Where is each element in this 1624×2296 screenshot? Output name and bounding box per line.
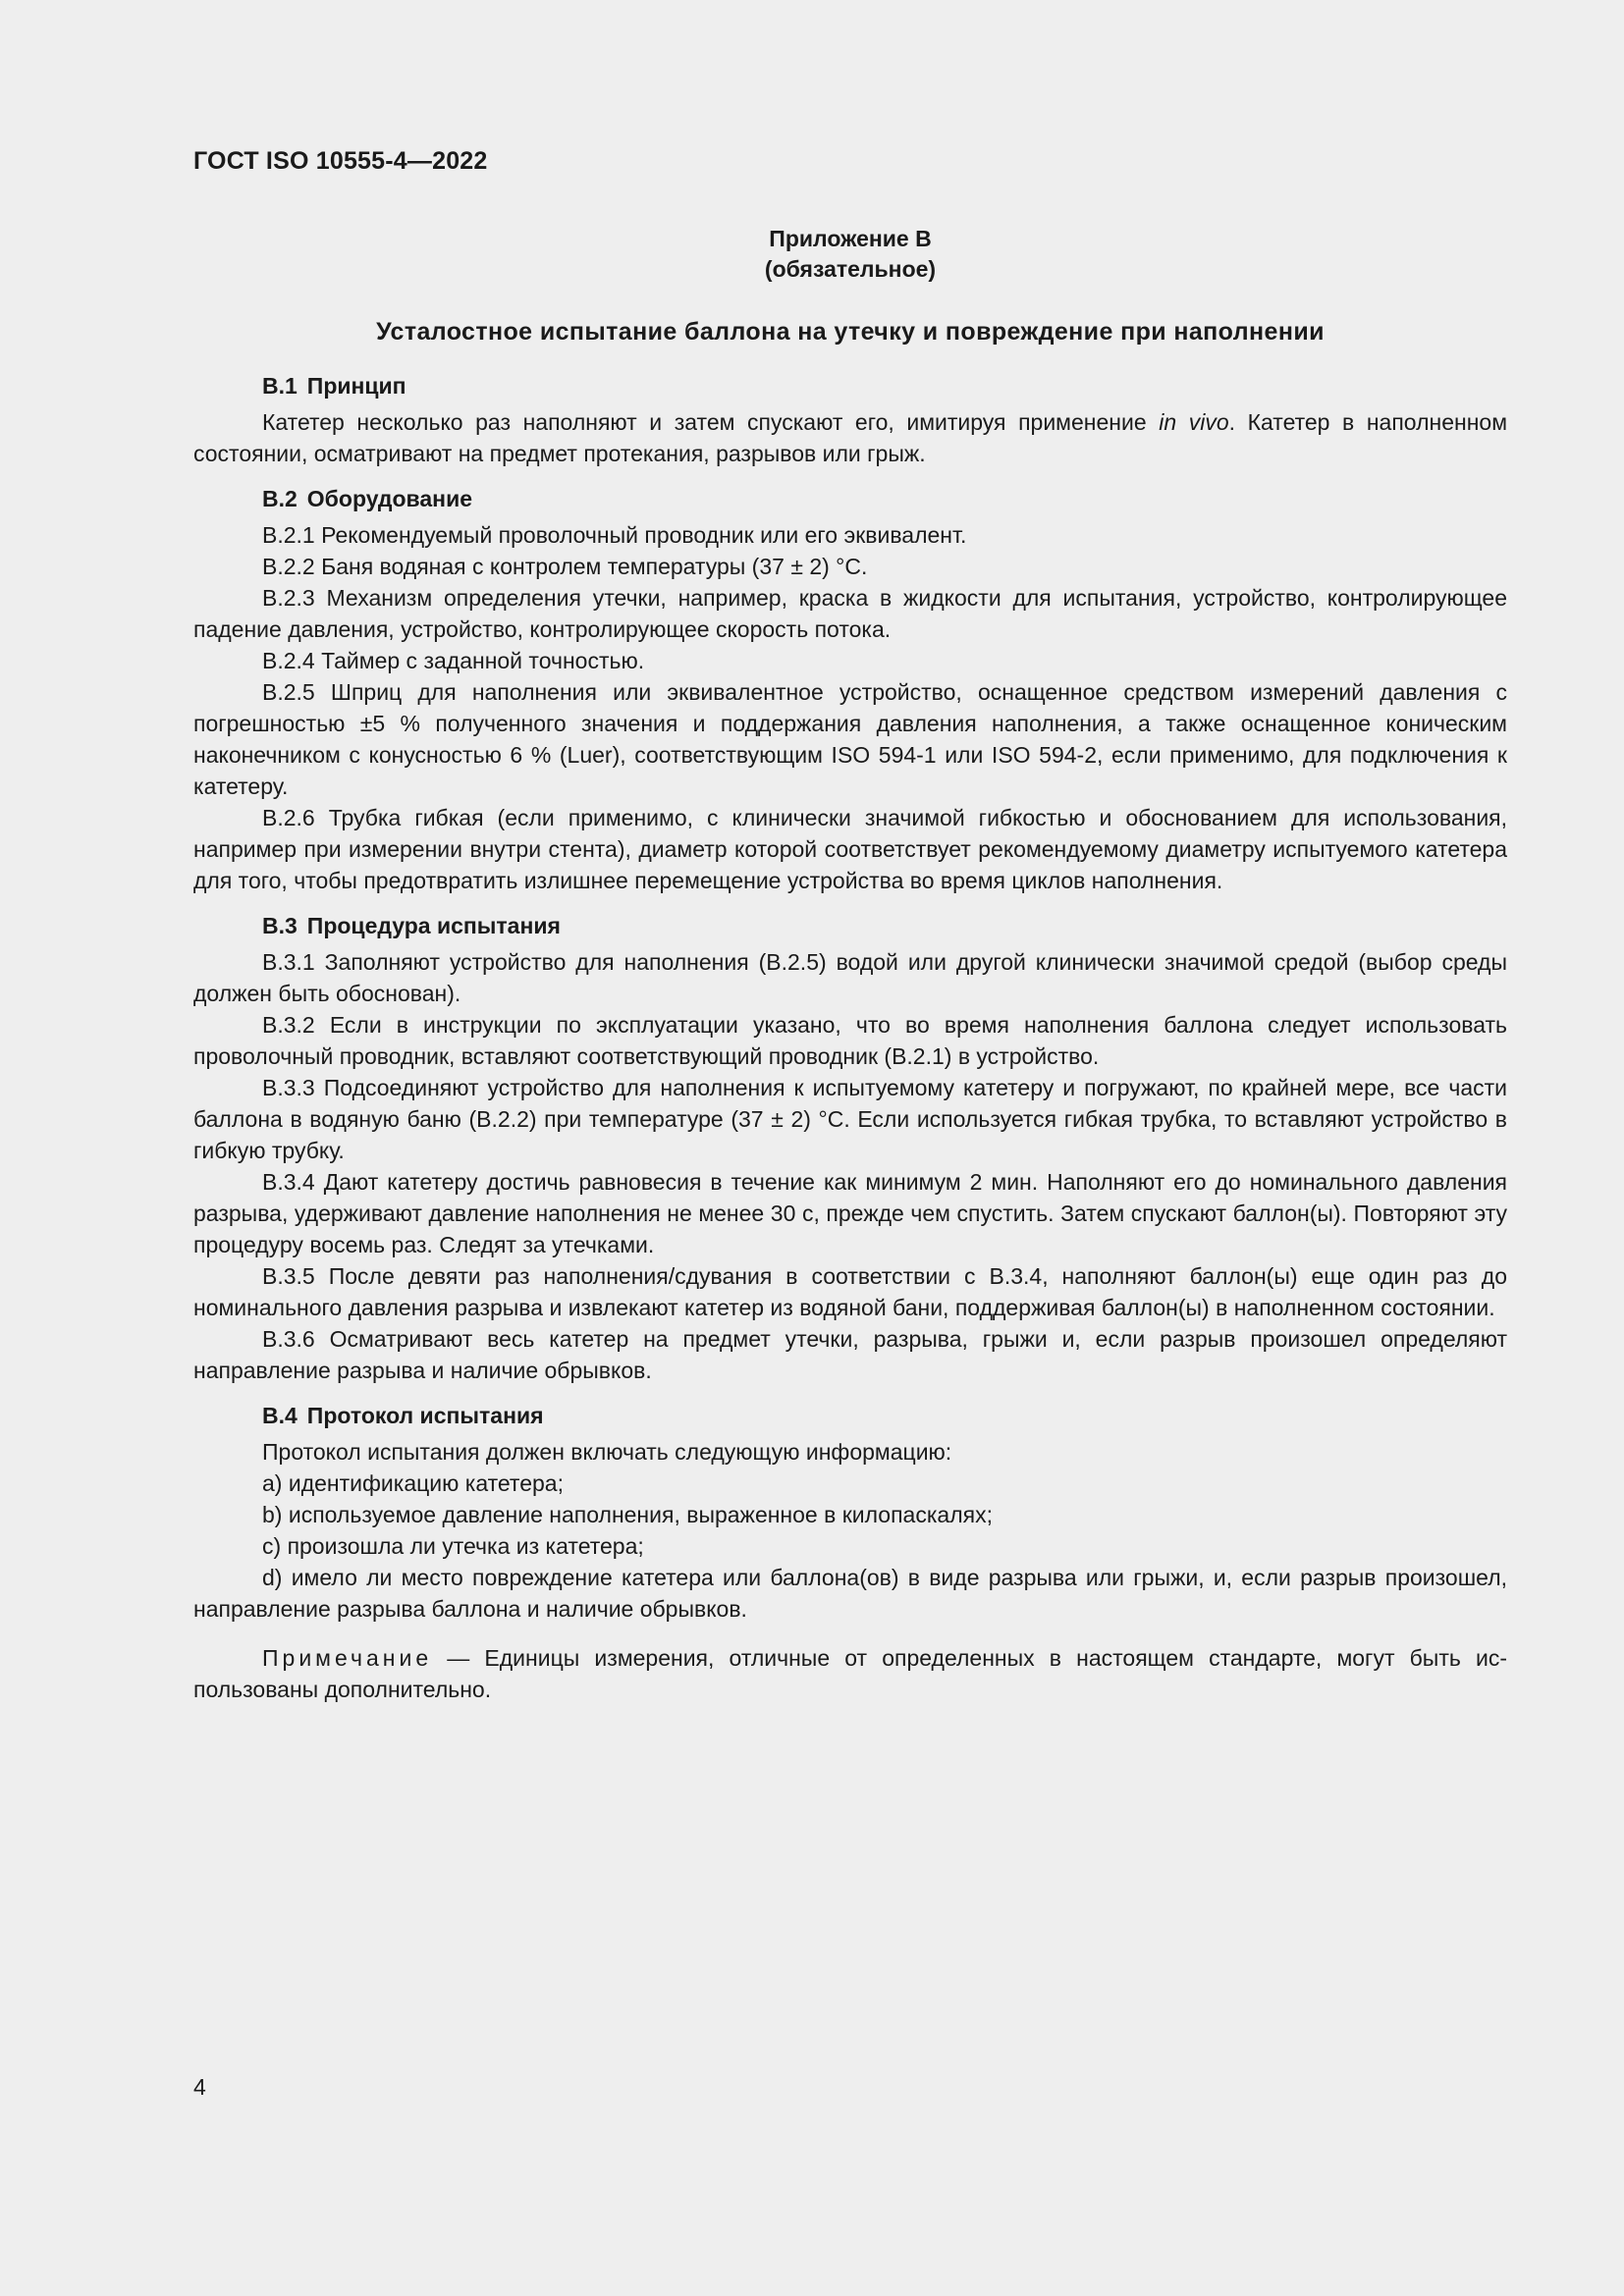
list-letter: b) — [262, 1502, 283, 1527]
section-number: B.1 — [262, 373, 298, 399]
list-item-d — [193, 1562, 1507, 1625]
clause-text: Если в инструкции по эксплуатации указано, что во время наполнения баллона следует использовать проволочный проводник, вставляют соответствующий проводник (B.2.1) в устройство. — [193, 1012, 1508, 1069]
clause-b21 — [193, 519, 1507, 551]
section-b1-heading — [193, 370, 1507, 401]
clause-b31 — [193, 946, 1507, 1009]
clause-b32 — [193, 1009, 1507, 1072]
annex-status: (обязательное) — [764, 256, 937, 282]
list-text: используемое давление наполнения, выраженное в килопаскалях; — [288, 1502, 993, 1527]
clause-text: Таймер с заданной точностью. — [321, 648, 645, 673]
b1-text-part1: Катетер несколько раз наполняют и затем спускают его, имитируя применение — [262, 409, 1160, 435]
clause-text: Заполняют устройство для наполнения (B.2.5) водой или другой клинически значимой средой (выбор среды должен быть обоснован). — [193, 949, 1507, 1006]
clause-number: B.2.6 — [262, 805, 315, 830]
clause-text: Рекомендуемый проволочный проводник или его эквивалент. — [321, 522, 967, 548]
clause-b26 — [193, 802, 1507, 896]
section-b4-intro: Протокол испытания должен включать следующую информацию: — [262, 1439, 952, 1465]
b1-text-part2: . Катетер в наполненном состоянии, осматривают на предмет протекания, разрывов или грыж. — [193, 409, 1508, 466]
list-item-a — [193, 1468, 1507, 1499]
clause-text: Баня водяная с контролем температуры (37 ± 2) °С. — [321, 554, 868, 579]
clause-text: Механизм определения утечки, например, краска в жидкости для испытания, устройство, контролирующее падение давления, устройство, контролирующее скорость потока. — [193, 585, 1508, 642]
list-item-c — [193, 1530, 1507, 1562]
clause-b24 — [193, 645, 1507, 676]
list-text: идентификацию катетера; — [288, 1470, 564, 1496]
clause-b34 — [193, 1166, 1507, 1260]
list-letter: c) — [262, 1533, 282, 1559]
annex-title: Приложение B — [769, 226, 932, 251]
clause-text: Шприц для наполнения или эквивалентное устройство, оснащенное средством измерений давления с погрешностью ±5 % полученного значения и поддержания давления наполнения, а также оснащенное коническим наконечником с конусностью 6 % (Luer), соответствующим ISO 594-1 или ISO 594-2, если применимо, для подключения к катетеру. — [193, 679, 1507, 799]
clause-number: B.3.2 — [262, 1012, 315, 1038]
clause-text: Подсоединяют устройство для наполнения к испытуемому катетеру и погружают, по крайней мере, все части баллона в водяную баню (B.2.2) при температуре (37 ± 2) °С. Если используется гибкая трубка, то вставляют устройство в гибкую трубку. — [193, 1075, 1507, 1163]
section-b4-heading — [193, 1400, 1507, 1431]
clause-number: B.2.1 — [262, 522, 315, 548]
note-label: Примечание — [262, 1645, 433, 1671]
page-content — [193, 224, 1507, 1705]
clause-number: B.2.4 — [262, 648, 315, 673]
section-title: Процедура испытания — [306, 913, 561, 938]
annex-heading: Усталостное испытание баллона на утечку и повреждение при наполнении — [376, 318, 1325, 346]
clause-text: Дают катетеру достичь равновесия в течение как минимум 2 мин. Наполняют его до номинального давления разрыва, удерживают давление наполнения не менее 30 с, прежде чем спустить. Затем спускают баллон(ы). Повторяют эту процедуру восемь раз. Следят за утечками. — [193, 1169, 1507, 1257]
clause-number: B.3.1 — [262, 949, 315, 975]
clause-b33 — [193, 1072, 1507, 1166]
section-number: B.2 — [262, 486, 298, 511]
clause-number: B.3.5 — [262, 1263, 315, 1289]
list-text: имело ли место повреждение катетера или баллона(ов) в виде разрыва или грыжи, и, если разрыв произошел, направление разрыва баллона и наличие обрывков. — [193, 1565, 1508, 1622]
clause-number: B.2.5 — [262, 679, 315, 705]
section-title: Протокол испытания — [306, 1403, 544, 1428]
clause-text: Трубка гибкая (если применимо, с клинически значимой гибкостью и обоснованием для использования, например при измерении внутри стента), диаметр которой соответствует рекомендуемому диаметру испытуемого катетера для того, чтобы предотвратить излишнее перемещение устройства во время циклов наполнения. — [193, 805, 1508, 893]
clause-number: B.3.6 — [262, 1326, 315, 1352]
section-number: B.4 — [262, 1403, 298, 1428]
clause-b25 — [193, 676, 1507, 802]
clause-text: Осматривают весь катетер на предмет утечки, разрыва, грыжи и, если разрыв произошел определяют направление разрыва и наличие обрывков. — [193, 1326, 1508, 1383]
page-number: 4 — [193, 2074, 206, 2100]
clause-number: B.2.3 — [262, 585, 315, 611]
clause-text: После девяти раз наполнения/сдувания в соответствии с B.3.4, наполняют баллон(ы) еще один раз до номинального давления разрыва и извлекают катетер из водяной бани, поддерживая баллон(ы) в наполненном состоянии. — [193, 1263, 1508, 1320]
section-b2-heading — [193, 483, 1507, 514]
b1-italic-term: in vivo — [1159, 409, 1229, 435]
note-text: — Единицы измерения, отличные от определенных в настоящем стандарте, могут быть использованы дополнительно. — [193, 1645, 1507, 1702]
clause-b23 — [193, 582, 1507, 645]
section-b1-text — [193, 406, 1507, 469]
section-title: Принцип — [306, 373, 406, 399]
clause-number: B.2.2 — [262, 554, 315, 579]
clause-b35 — [193, 1260, 1507, 1323]
section-number: B.3 — [262, 913, 298, 938]
clause-number: B.3.3 — [262, 1075, 315, 1100]
list-letter: a) — [262, 1470, 283, 1496]
list-text: произошла ли утечка из катетера; — [287, 1533, 644, 1559]
clause-b36 — [193, 1323, 1507, 1386]
section-title: Оборудование — [306, 486, 473, 511]
section-b3-heading — [193, 910, 1507, 941]
note-paragraph — [193, 1642, 1507, 1705]
standard-code-header: ГОСТ ISO 10555-4—2022 — [193, 147, 488, 175]
list-letter: d) — [262, 1565, 283, 1590]
list-item-b — [193, 1499, 1507, 1530]
clause-number: B.3.4 — [262, 1169, 315, 1195]
clause-b22 — [193, 551, 1507, 582]
